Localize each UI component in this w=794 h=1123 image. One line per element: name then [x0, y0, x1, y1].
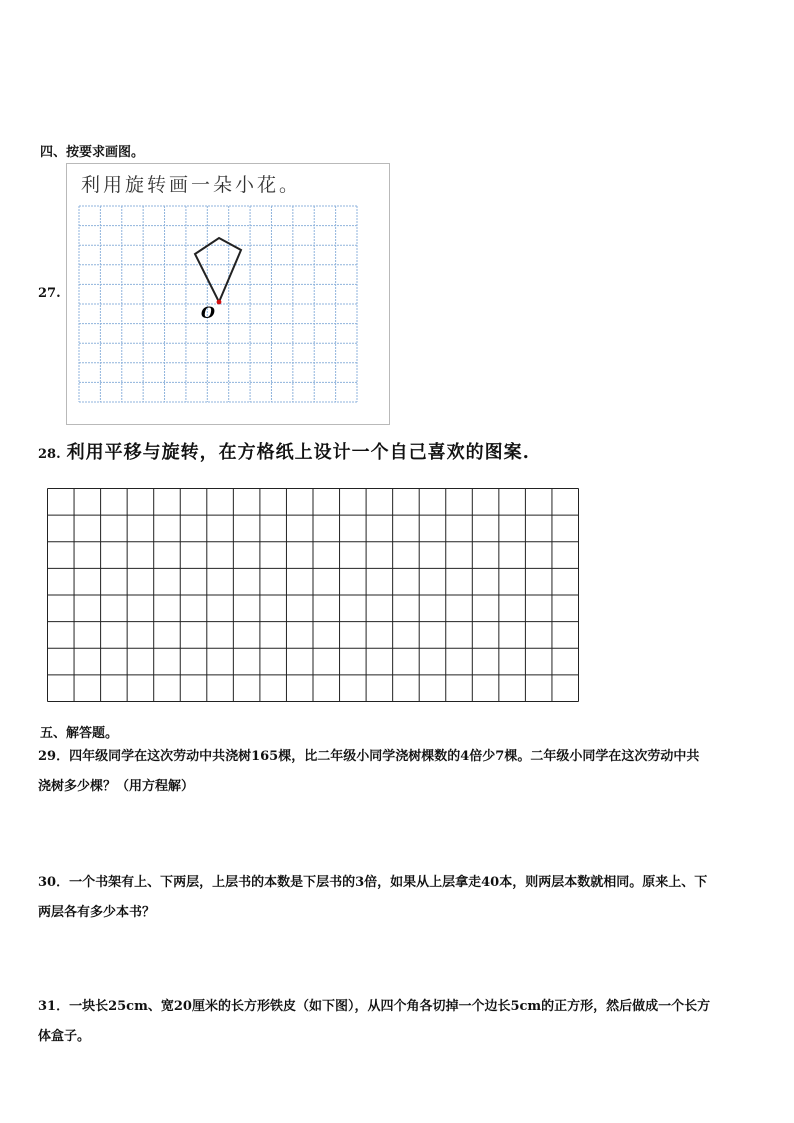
- question-28: [38, 438, 530, 464]
- figure-27-drawing: [67, 164, 389, 424]
- question-31-line-2: 体盒子。: [38, 1029, 91, 1044]
- question-28-number: 28.: [38, 447, 61, 462]
- question-29-line-2: 浇树多少棵？（用方程解）: [38, 779, 195, 794]
- section-heading-draw: 四、按要求画图。: [40, 145, 145, 160]
- design-grid-paper[interactable]: [46, 487, 580, 703]
- rotation-point-o: [217, 300, 222, 305]
- figure-27-rotation-flower: [66, 163, 390, 425]
- question-29-line-1: 29．四年级同学在这次劳动中共浇树165棵，比二年级小同学浇树棵数的4倍少7棵。二年级小同学在这次劳动中共: [38, 749, 700, 764]
- question-29: [38, 742, 754, 802]
- question-30-line-2: 两层各有多少本书？: [38, 905, 156, 920]
- question-27-number: 27.: [38, 286, 61, 301]
- question-30-line-1: 30．一个书架有上、下两层，上层书的本数是下层书的3倍，如果从上层拿走40本，则两层本数就相同。原来上、下: [38, 875, 708, 890]
- question-31-line-1: 31．一块长25cm、宽20厘米的长方形铁皮（如下图），从四个角各切掉一个边长5cm的正方形，然后做成一个长方: [38, 999, 711, 1014]
- kite-shape: [195, 238, 241, 302]
- question-31: [38, 992, 754, 1052]
- question-30: [38, 868, 754, 928]
- figure-27-caption: 利用旋转画一朵小花。: [81, 174, 302, 196]
- point-o-label: O: [201, 303, 215, 322]
- question-28-text: 利用平移与旋转，在方格纸上设计一个自己喜欢的图案.: [66, 442, 530, 463]
- section-heading-solve: 五、解答题。: [40, 726, 119, 741]
